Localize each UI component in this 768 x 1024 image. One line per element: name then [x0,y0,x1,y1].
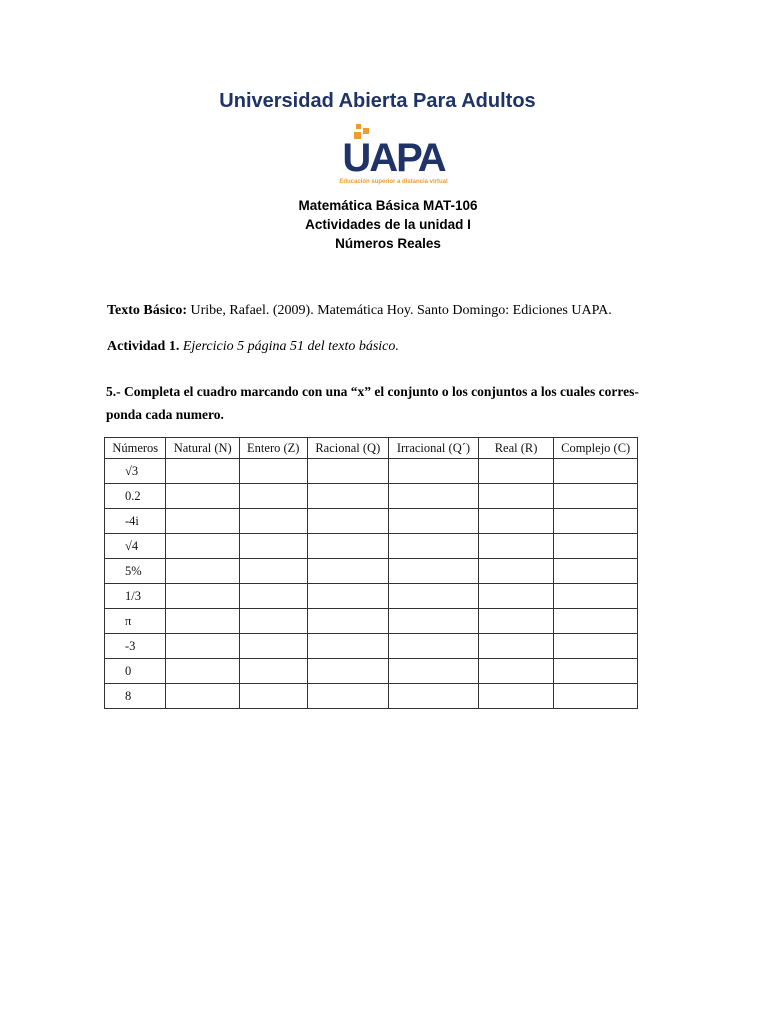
row-number-label: π [105,609,166,634]
answer-cell[interactable] [307,684,389,709]
table-row [105,584,638,609]
answer-cell[interactable] [478,459,554,484]
course-heading [0,196,768,253]
header-irracional: Irracional (Q´) [389,438,479,459]
answer-cell[interactable] [554,609,638,634]
answer-cell[interactable] [166,684,240,709]
header-racional: Racional (Q) [307,438,389,459]
answer-cell[interactable] [478,659,554,684]
texto-basico-label: Texto Básico: [107,303,187,318]
answer-cell[interactable] [240,634,308,659]
exercise-statement: 5.- Completa el cuadro marcando con una “x” el conjunto o los conjuntos a los cuales corres- ponda cada numero. [106,384,639,422]
row-number-label: 5% [105,559,166,584]
answer-cell[interactable] [240,659,308,684]
answer-cell[interactable] [389,609,479,634]
answer-cell[interactable] [240,684,308,709]
answer-cell[interactable] [166,659,240,684]
logo-square [356,124,361,129]
answer-cell[interactable] [389,484,479,509]
answer-cell[interactable] [554,534,638,559]
answer-cell[interactable] [389,659,479,684]
actividad-label: Actividad 1. [107,339,180,354]
answer-cell[interactable] [389,559,479,584]
answer-cell[interactable] [166,484,240,509]
answer-cell[interactable] [307,634,389,659]
answer-cell[interactable] [166,634,240,659]
answer-cell[interactable] [307,584,389,609]
answer-cell[interactable] [307,459,389,484]
table-row [105,634,638,659]
table-row [105,534,638,559]
answer-cell[interactable] [554,484,638,509]
answer-cell[interactable] [554,634,638,659]
answer-cell[interactable] [240,459,308,484]
answer-cell[interactable] [166,509,240,534]
course-name: Matemática Básica MAT-106 [298,198,478,213]
table-row [105,684,638,709]
header-numeros: Números [105,438,166,459]
logo-tagline: Educación superior a distancia virtual [339,179,448,185]
row-number-label: 1/3 [105,584,166,609]
answer-cell[interactable] [240,484,308,509]
header-entero: Entero (Z) [240,438,308,459]
header-complejo: Complejo (C) [554,438,638,459]
row-number-label: 0 [105,659,166,684]
answer-cell[interactable] [389,684,479,709]
table-row [105,459,638,484]
answer-cell[interactable] [166,609,240,634]
answer-cell[interactable] [554,509,638,534]
texto-basico [107,303,612,319]
table-row [105,509,638,534]
table-row [105,559,638,584]
answer-cell[interactable] [240,559,308,584]
answer-cell[interactable] [389,584,479,609]
answer-cell[interactable] [554,559,638,584]
answer-cell[interactable] [554,659,638,684]
answer-cell[interactable] [389,509,479,534]
answer-cell[interactable] [307,509,389,534]
answer-cell[interactable] [554,584,638,609]
answer-cell[interactable] [240,609,308,634]
row-number-label: √3 [105,459,166,484]
texto-basico-text: Uribe, Rafael. (2009). Matemática Hoy. Santo Domingo: Ediciones UAPA. [186,303,612,318]
answer-cell[interactable] [478,634,554,659]
answer-cell[interactable] [240,534,308,559]
answer-cell[interactable] [307,659,389,684]
answer-cell[interactable] [389,534,479,559]
answer-cell[interactable] [166,559,240,584]
answer-cell[interactable] [240,584,308,609]
answer-cell[interactable] [389,459,479,484]
actividad-text: Ejercicio 5 página 51 del texto básico. [179,339,399,354]
table-row [105,484,638,509]
row-number-label: -4i [105,509,166,534]
answer-cell[interactable] [166,584,240,609]
answer-cell[interactable] [389,634,479,659]
answer-cell[interactable] [478,509,554,534]
answer-cell[interactable] [478,584,554,609]
answer-cell[interactable] [478,609,554,634]
answer-cell[interactable] [166,459,240,484]
answer-cell[interactable] [166,534,240,559]
answer-cell[interactable] [307,534,389,559]
answer-cell[interactable] [478,559,554,584]
university-title: Universidad Abierta Para Adultos [219,90,536,112]
number-sets-table [104,437,638,709]
logo-square [363,128,369,134]
header-natural: Natural (N) [166,438,240,459]
row-number-label: √4 [105,534,166,559]
row-number-label: 8 [105,684,166,709]
answer-cell[interactable] [307,484,389,509]
answer-cell[interactable] [240,509,308,534]
answer-cell[interactable] [307,609,389,634]
logo-wordmark: UAPA [342,136,445,180]
table-row [105,659,638,684]
table-header-row [105,438,638,459]
answer-cell[interactable] [307,559,389,584]
unit-name: Actividades de la unidad I [305,217,471,232]
answer-cell[interactable] [478,534,554,559]
answer-cell[interactable] [554,459,638,484]
actividad [107,339,399,355]
row-number-label: -3 [105,634,166,659]
table-row [105,609,638,634]
answer-cell[interactable] [554,684,638,709]
uapa-logo [336,124,456,190]
header-real: Real (R) [478,438,554,459]
answer-cell[interactable] [478,684,554,709]
answer-cell[interactable] [478,484,554,509]
topic-name: Números Reales [335,236,441,251]
row-number-label: 0.2 [105,484,166,509]
